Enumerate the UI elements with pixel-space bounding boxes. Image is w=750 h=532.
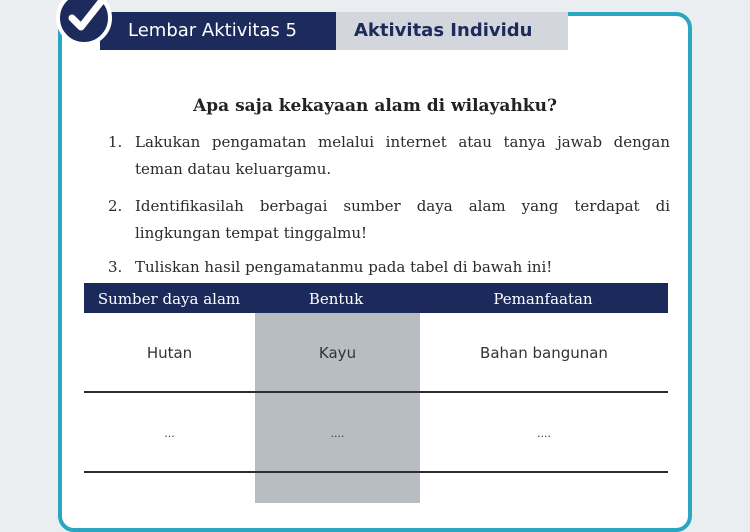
row-divider	[84, 471, 668, 473]
instruction-number: 2.	[108, 197, 123, 215]
instruction-text: Identifikasilah berbagai sumber daya alam yang terdapat di lingkungan tempat tinggalmu!	[135, 197, 670, 242]
instruction-number: 3.	[108, 258, 123, 276]
column-header-form: Bentuk	[308, 290, 364, 308]
instruction-number: 1.	[108, 133, 123, 151]
bentuk-column-shade	[255, 313, 420, 503]
table-cell: Kayu	[318, 344, 357, 362]
table-cell: ....	[330, 427, 345, 440]
table-cell: Bahan bangunan	[480, 344, 608, 362]
table-cell: ....	[537, 427, 551, 440]
table-cell: Hutan	[146, 344, 193, 362]
activity-header	[100, 12, 568, 50]
column-header-resource: Sumber daya alam	[97, 290, 241, 308]
table-header	[84, 283, 668, 313]
column-header-use: Pemanfaatan	[493, 290, 593, 308]
table-cell: ...	[164, 427, 175, 440]
activity-type-label: Aktivitas Individu	[336, 12, 568, 50]
instruction-text: Tuliskan hasil pengamatanmu pada tabel di bawah ini!	[135, 258, 553, 276]
activity-sheet-label: Lembar Aktivitas 5	[100, 12, 336, 50]
row-divider	[84, 391, 668, 393]
worksheet-title: Apa saja kekayaan alam di wilayahku?	[193, 96, 557, 116]
checkmark-icon	[56, 0, 112, 46]
instruction-text: Lakukan pengamatan melalui internet atau tanya jawab dengan teman datau keluargamu.	[135, 133, 670, 178]
